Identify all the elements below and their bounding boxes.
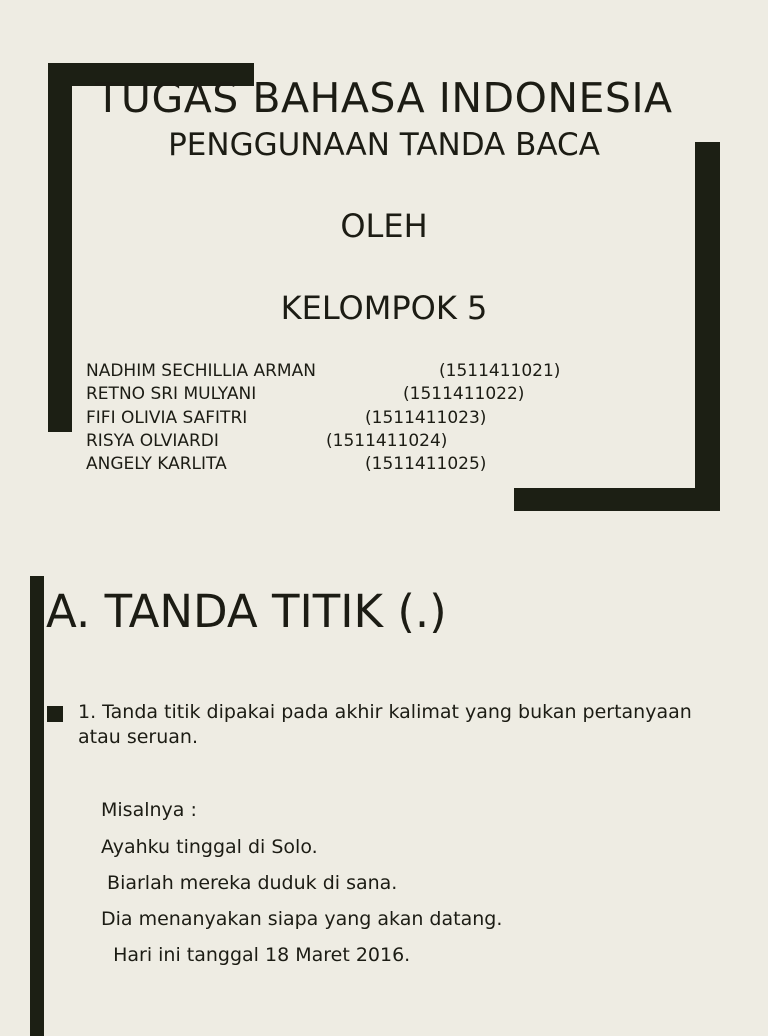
member-nim: (1511411023) bbox=[365, 407, 487, 428]
example-line: Hari ini tanggal 18 Maret 2016. bbox=[101, 944, 411, 966]
member-name: RETNO SRI MULYANI bbox=[86, 384, 257, 405]
member-name: RISYA OLVIARDI bbox=[86, 430, 219, 451]
frame-bar-bottom-right-horizontal bbox=[514, 488, 720, 511]
group-label: KELOMPOK 5 bbox=[280, 289, 488, 327]
member-row bbox=[86, 407, 646, 430]
member-row bbox=[86, 430, 646, 453]
member-name: ANGELY KARLITA bbox=[86, 454, 227, 475]
member-name: NADHIM SECHILLIA ARMAN bbox=[86, 361, 316, 381]
member-list bbox=[86, 360, 646, 476]
left-accent-bar bbox=[30, 576, 44, 1036]
slide-subtitle: PENGGUNAAN TANDA BACA bbox=[168, 127, 600, 163]
bullet-text: 1. Tanda titik dipakai pada akhir kalimat yang bukan pertanyaan atau seruan. bbox=[78, 701, 692, 748]
example-line: Misalnya : bbox=[101, 799, 197, 821]
member-row bbox=[86, 360, 646, 383]
slide-title: TUGAS BAHASA INDONESIA bbox=[95, 74, 673, 122]
member-nim: (1511411025) bbox=[365, 454, 487, 475]
section-heading: A. TANDA TITIK (.) bbox=[46, 585, 447, 638]
member-nim: (1511411024) bbox=[326, 430, 448, 451]
member-row bbox=[86, 383, 646, 406]
example-line: Biarlah mereka duduk di sana. bbox=[101, 872, 398, 894]
member-nim: (1511411021) bbox=[439, 361, 561, 381]
member-name: FIFI OLIVIA SAFITRI bbox=[86, 407, 248, 428]
member-row bbox=[86, 453, 646, 476]
oleh-label: OLEH bbox=[340, 207, 428, 245]
member-nim: (1511411022) bbox=[403, 384, 525, 405]
content-slide bbox=[0, 540, 768, 1024]
example-line: Dia menanyakan siapa yang akan datang. bbox=[101, 908, 503, 930]
example-line: Ayahku tinggal di Solo. bbox=[101, 836, 318, 858]
bullet-square-icon bbox=[47, 706, 63, 722]
